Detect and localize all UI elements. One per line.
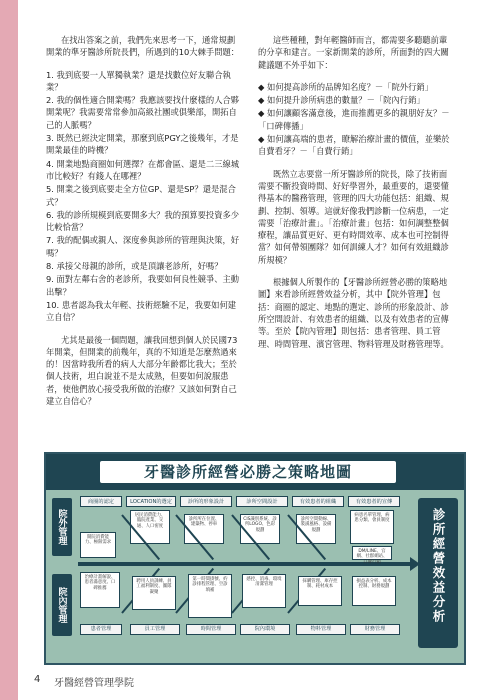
top-content-box: 開院消費能力、極限需求	[80, 532, 116, 558]
bottom-content-box: 損益表分析、成本控制、財務規劃	[352, 576, 396, 606]
bottom-footer: 物料管理	[296, 624, 346, 635]
question-item: 5. 開業之後到底要走全方位GP、還是SP？還是混合式？	[46, 184, 236, 207]
experience-paragraph: 尤其是最後一個問題，讓我回想到個人於民國73年開業，但開業的前幾年，真的不知道是怎麼熬過來的！因當時我所看的病人大部分年齡都比我大；至於個人技術，坦白說並不是太成熟，但要如何說服患者，使他們放心接受我所做的治療？又該如何對自己建立自信心？	[46, 334, 238, 407]
bottom-content-box: 第一時間掛號、約診排程管理、空診填補	[188, 574, 232, 618]
top-header: 診所空間設計	[236, 496, 288, 507]
top-content-box: 診所所在位置、建築物、停車	[184, 514, 224, 544]
page-number: 4	[34, 674, 41, 685]
question-item: 8. 承接父母親的診所，或是頂讓老診所，好嗎？	[46, 261, 223, 272]
strategy-map-figure	[44, 452, 466, 665]
outer-management-label: 院外管理	[52, 498, 72, 556]
top-content-box: 病患名單管理、病患分類、會員制度	[350, 510, 394, 544]
top-content-box: CIS識別系統、診所LOGO、色彩規劃	[240, 514, 280, 544]
top-content-box: 診所空間動線、裝潢風格、設備規劃	[296, 514, 336, 544]
top-header: 有效患者的組織	[292, 496, 344, 507]
strategy-map-paragraph: 根據個人所製作的【牙醫診所經營必勝的策略地圖】來看診所經營效益分析，其中【院外管理】包括：商圈的認定、地點的選定、診所的形象設計、診所空間設計、有效患者的組織、以及有效患者的宣傳等。至於【院內管理】則包括：患者管理、員工管理、時間管理、濱宮管理、物料管理及財務管理等。	[258, 277, 449, 349]
question-item: 10. 患者認為我太年輕、技術經驗不足，我要如何建立自信？	[46, 299, 237, 323]
right-text-column	[258, 34, 454, 360]
question-item: 4. 開業地點商圈如何選擇？在都會區、還是二三線城市比較好？有錢人在哪裡？	[46, 158, 240, 181]
question-item: 7. 我的配偶或親人、深度參與診所的管理與決策，好嗎？	[46, 235, 240, 258]
question-item: 2. 我的個性適合開業嗎？我應該要找什麼樣的人合夥開業呢？我需要常常參加高級社團或俱樂部，開拓自己的人脈嗎？	[46, 95, 240, 130]
bottom-content-box: 採購管理、庫存控制、耗材成本	[298, 576, 342, 606]
bottom-footer: 時間管理	[186, 624, 236, 635]
bottom-content-box: 感控、消毒、環境清潔管理	[242, 574, 286, 608]
question-list	[46, 69, 242, 324]
question-item: 1. 我到底要一人單獨執業？還是找數位好友聯合執業？	[46, 69, 231, 92]
map-title: 牙醫診所經營必勝之策略地圖	[98, 459, 398, 485]
bottom-content-box: 治療計畫解說、患者滿意度、口碑推薦	[80, 572, 120, 608]
result-label: 診所經營效益分析	[431, 508, 446, 624]
advice-paragraph: 這些種種，對年輕醫師而言，都需要多聽聽前輩的分享和建言。一家新開業的診所，所面對的四大關鍵議題不外乎如下：	[258, 35, 449, 70]
publication-title: 牙醫經營管理學院	[54, 678, 134, 689]
top-header: 診所的形象設計	[180, 496, 232, 507]
question-item: 3. 既然已經決定開業，那麼到底PGY之後幾年，才是開業最佳的時機？	[46, 133, 239, 156]
top-content-box: 居民消費能力、臨院產業、交通、人口密度	[130, 510, 170, 544]
bottom-footer: 員工管理	[130, 624, 180, 635]
key-issue-item: ◆ 如何讓顧客滿意後，進而推薦更多的親朋好友？－「口碑傳播」	[258, 108, 450, 131]
key-issue-item: ◆ 如何提升診所病患的數量？－「院內行銷」	[258, 95, 425, 106]
key-issue-item: ◆ 如何讓高端的患者，瞭解治療計畫的價值，並樂於自費看牙？－「自費行銷」	[258, 134, 450, 157]
map-title-bar	[46, 454, 464, 490]
left-text-column	[46, 34, 242, 417]
question-item: 6. 我的診所規模到底要開多大？我的預算要投資多少比較恰當？	[46, 209, 240, 233]
side-color-bar	[0, 0, 18, 700]
bottom-footer: 患者管理	[80, 624, 122, 635]
inner-management-label: 院內管理	[52, 574, 72, 636]
bottom-content-box: 聘用人員訓練、員工福利制度、團隊凝聚	[132, 576, 176, 610]
intro-paragraph: 在找出答案之前，我們先來思考一下，通常規劃開業的準牙醫診所院長們，所遇到的10大棘手問題：	[46, 35, 240, 58]
bottom-footer: 財務管理	[350, 624, 400, 635]
question-item: 9. 面對左鄰右舍的老診所，我要如何良性競爭、主動出擊？	[46, 274, 240, 297]
result-panel	[418, 498, 458, 648]
top-content-box: DM/LINE、官網、社群網站、口碑行銷	[352, 546, 392, 560]
fishbone-spine	[78, 562, 412, 566]
bottom-footer: 院內環境	[240, 624, 290, 635]
top-header: LOCATION的選定	[126, 496, 176, 507]
top-header: 有效患者的宣傳	[348, 496, 400, 507]
key-issue-item: ◆ 如何提高診所的品牌知名度？－「院外行銷」	[258, 81, 433, 92]
management-paragraph: 既然立志要當一所牙醫診所的院長，除了技術面需要不斷投資時間、好好學習外，最重要的，還要懂得基本的醫務管理，管理的四大功能包括：組織、規劃、控制、領導。這就好像我們診斷一位病患，一定需要「治療計畫」。「治療計畫」包括：如何調整整個療程，讓品質更好、更有時間效率、成本也可控制得當？如何帶領團隊？如何訓練人才？如何有效組織診所規模？	[258, 168, 449, 265]
spine-arrow-icon	[410, 557, 420, 571]
top-header: 商圈的認定	[80, 496, 122, 507]
key-issues-list	[258, 81, 454, 158]
